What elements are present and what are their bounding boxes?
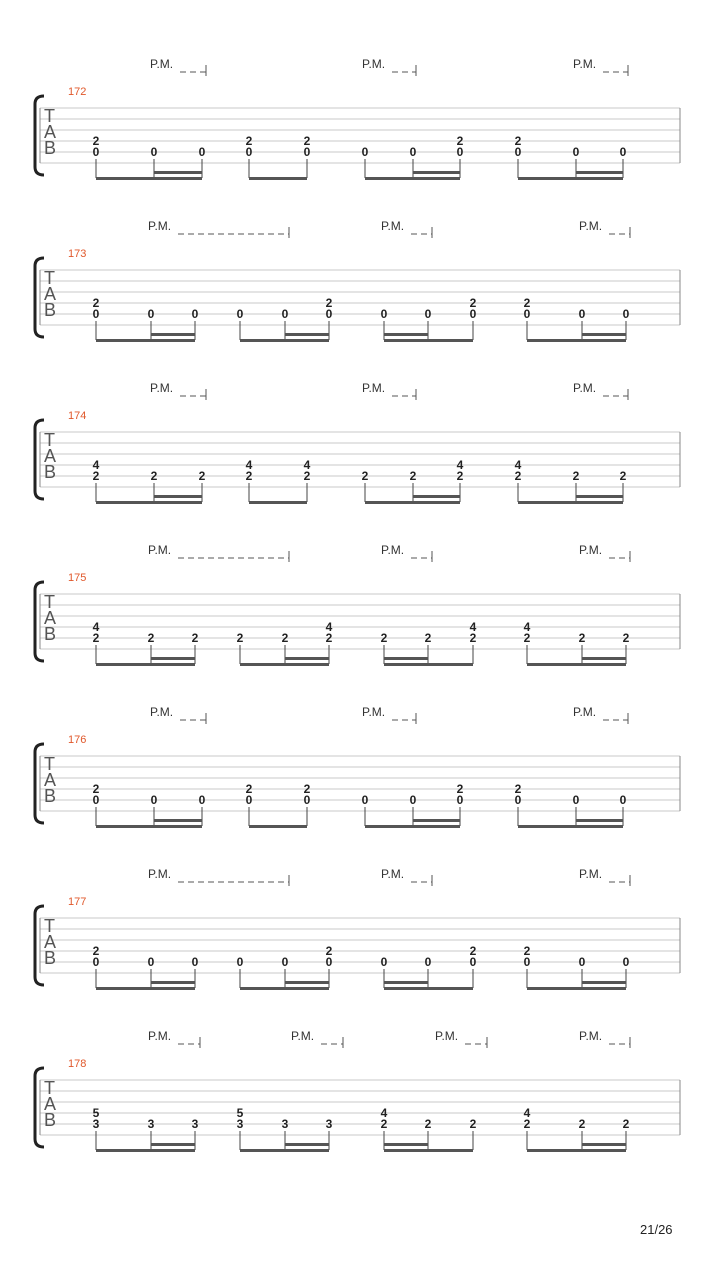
beam-primary [384, 663, 473, 666]
tab-clef-letter: T [44, 1078, 55, 1098]
tab-clef-letter: T [44, 916, 55, 936]
beam-primary [96, 339, 195, 342]
tab-clef-letter: T [44, 430, 55, 450]
palm-mute-label: P.M. [381, 219, 405, 233]
palm-mute-label: P.M. [150, 57, 174, 71]
palm-mute-label: P.M. [148, 219, 172, 233]
fret-number: 0 [361, 145, 369, 159]
tab-clef-letter: B [44, 786, 57, 806]
palm-mute-label: P.M. [148, 543, 172, 557]
beam-secondary [154, 171, 202, 174]
beam-primary [249, 825, 307, 828]
beam-primary [249, 177, 307, 180]
fret-number: 4 [92, 620, 100, 634]
fret-number: 0 [281, 307, 289, 321]
fret-number: 0 [191, 307, 199, 321]
beam-secondary [154, 819, 202, 822]
beam-secondary [285, 1143, 329, 1146]
fret-number: 2 [303, 469, 311, 483]
fret-number: 5 [92, 1106, 100, 1120]
system-175 [35, 543, 680, 666]
measure-number: 174 [68, 410, 87, 422]
fret-number: 3 [236, 1117, 244, 1131]
beam-primary [96, 987, 195, 990]
fret-number: 0 [150, 145, 158, 159]
beam-secondary [384, 981, 428, 984]
fret-number: 0 [325, 307, 333, 321]
fret-number: 0 [198, 793, 206, 807]
fret-number: 0 [245, 145, 253, 159]
fret-number: 3 [281, 1117, 289, 1131]
system-172 [35, 57, 680, 180]
fret-number: 0 [236, 307, 244, 321]
fret-number: 4 [380, 1106, 388, 1120]
fret-number: 3 [147, 1117, 155, 1131]
beam-secondary [151, 1143, 195, 1146]
fret-number: 0 [469, 307, 477, 321]
beam-primary [527, 663, 626, 666]
palm-mute-label: P.M. [148, 867, 172, 881]
measure-number: 172 [68, 86, 87, 98]
fret-number: 0 [150, 793, 158, 807]
fret-number: 0 [409, 145, 417, 159]
fret-number: 0 [92, 307, 100, 321]
fret-number: 0 [92, 955, 100, 969]
tab-clef-letter: A [44, 122, 57, 142]
palm-mute-label: P.M. [148, 1029, 172, 1043]
tab-clef-letter: B [44, 462, 57, 482]
fret-number: 0 [92, 793, 100, 807]
fret-number: 0 [236, 955, 244, 969]
fret-number: 2 [147, 631, 155, 645]
fret-number: 0 [198, 145, 206, 159]
beam-secondary [413, 171, 460, 174]
fret-number: 2 [469, 944, 477, 958]
beam-secondary [154, 495, 202, 498]
fret-number: 0 [456, 145, 464, 159]
tab-clef-letter: T [44, 592, 55, 612]
fret-number: 2 [578, 631, 586, 645]
tab-clef-letter: B [44, 1110, 57, 1130]
palm-mute-label: P.M. [362, 705, 386, 719]
beam-primary [527, 339, 626, 342]
fret-number: 2 [514, 782, 522, 796]
beam-primary [365, 501, 460, 504]
beam-primary [96, 1149, 195, 1152]
measure-number: 173 [68, 248, 87, 260]
palm-mute-label: P.M. [573, 705, 597, 719]
beam-secondary [582, 657, 626, 660]
fret-number: 0 [619, 793, 627, 807]
system-176 [35, 705, 680, 828]
fret-number: 0 [523, 307, 531, 321]
palm-mute-label: P.M. [381, 867, 405, 881]
palm-mute-label: P.M. [573, 381, 597, 395]
fret-number: 2 [424, 1117, 432, 1131]
beam-primary [527, 987, 626, 990]
fret-number: 2 [303, 134, 311, 148]
measure-number: 176 [68, 734, 87, 746]
fret-number: 0 [361, 793, 369, 807]
palm-mute-label: P.M. [579, 543, 603, 557]
fret-number: 0 [578, 307, 586, 321]
beam-primary [96, 663, 195, 666]
fret-number: 0 [523, 955, 531, 969]
beam-primary [240, 1149, 329, 1152]
fret-number: 0 [619, 145, 627, 159]
fret-number: 0 [578, 955, 586, 969]
beam-secondary [285, 981, 329, 984]
beam-primary [518, 177, 623, 180]
fret-number: 2 [456, 469, 464, 483]
tab-clef-letter: T [44, 754, 55, 774]
tab-clef-letter: A [44, 608, 57, 628]
fret-number: 0 [572, 793, 580, 807]
fret-number: 2 [523, 1117, 531, 1131]
beam-primary [384, 987, 473, 990]
beam-primary [384, 339, 473, 342]
fret-number: 0 [325, 955, 333, 969]
system-174 [35, 381, 680, 504]
beam-primary [527, 1149, 626, 1152]
beam-secondary [576, 495, 623, 498]
measure-number: 175 [68, 572, 87, 584]
fret-number: 2 [469, 631, 477, 645]
fret-number: 4 [92, 458, 100, 472]
fret-number: 0 [409, 793, 417, 807]
fret-number: 2 [92, 782, 100, 796]
fret-number: 4 [469, 620, 477, 634]
beam-primary [240, 339, 329, 342]
palm-mute-label: P.M. [362, 381, 386, 395]
fret-number: 4 [325, 620, 333, 634]
palm-mute-label: P.M. [579, 867, 603, 881]
tab-clef-letter: T [44, 268, 55, 288]
fret-number: 2 [245, 134, 253, 148]
palm-mute-label: P.M. [381, 543, 405, 557]
palm-mute-label: P.M. [150, 381, 174, 395]
fret-number: 2 [619, 469, 627, 483]
beam-secondary [582, 981, 626, 984]
fret-number: 0 [622, 307, 630, 321]
fret-number: 0 [147, 307, 155, 321]
beam-secondary [384, 333, 428, 336]
fret-number: 4 [245, 458, 253, 472]
fret-number: 2 [578, 1117, 586, 1131]
fret-number: 0 [380, 955, 388, 969]
fret-number: 2 [150, 469, 158, 483]
beam-primary [240, 987, 329, 990]
beam-secondary [384, 657, 428, 660]
fret-number: 2 [236, 631, 244, 645]
palm-mute-label: P.M. [291, 1029, 315, 1043]
fret-number: 0 [622, 955, 630, 969]
fret-number: 0 [245, 793, 253, 807]
beam-primary [96, 825, 202, 828]
fret-number: 2 [622, 1117, 630, 1131]
fret-number: 2 [245, 782, 253, 796]
fret-number: 0 [281, 955, 289, 969]
fret-number: 2 [325, 296, 333, 310]
tab-clef-letter: A [44, 932, 57, 952]
beam-secondary [285, 333, 329, 336]
fret-number: 2 [361, 469, 369, 483]
fret-number: 2 [523, 631, 531, 645]
tab-clef-letter: A [44, 1094, 57, 1114]
tab-clef-letter: B [44, 138, 57, 158]
fret-number: 4 [303, 458, 311, 472]
beam-primary [384, 1149, 473, 1152]
beam-secondary [576, 819, 623, 822]
beam-primary [96, 177, 202, 180]
fret-number: 2 [92, 296, 100, 310]
beam-secondary [576, 171, 623, 174]
fret-number: 2 [245, 469, 253, 483]
beam-primary [96, 501, 202, 504]
palm-mute-label: P.M. [150, 705, 174, 719]
fret-number: 0 [514, 793, 522, 807]
fret-number: 2 [380, 631, 388, 645]
fret-number: 2 [456, 782, 464, 796]
beam-secondary [384, 1143, 428, 1146]
fret-number: 3 [191, 1117, 199, 1131]
fret-number: 3 [92, 1117, 100, 1131]
fret-number: 4 [456, 458, 464, 472]
fret-number: 0 [424, 955, 432, 969]
fret-number: 2 [523, 944, 531, 958]
fret-number: 2 [303, 782, 311, 796]
palm-mute-label: P.M. [573, 57, 597, 71]
beam-secondary [413, 495, 460, 498]
fret-number: 2 [572, 469, 580, 483]
fret-number: 2 [92, 944, 100, 958]
fret-number: 0 [147, 955, 155, 969]
fret-number: 0 [303, 793, 311, 807]
beam-secondary [413, 819, 460, 822]
fret-number: 2 [409, 469, 417, 483]
fret-number: 0 [572, 145, 580, 159]
fret-number: 2 [622, 631, 630, 645]
fret-number: 0 [92, 145, 100, 159]
fret-number: 0 [424, 307, 432, 321]
fret-number: 2 [469, 296, 477, 310]
beam-primary [365, 177, 460, 180]
page-number: 21/26 [640, 1222, 673, 1237]
beam-primary [518, 825, 623, 828]
fret-number: 2 [325, 944, 333, 958]
fret-number: 0 [469, 955, 477, 969]
fret-number: 2 [92, 134, 100, 148]
beam-secondary [151, 657, 195, 660]
fret-number: 0 [456, 793, 464, 807]
beam-primary [365, 825, 460, 828]
beam-primary [518, 501, 623, 504]
system-178 [35, 1029, 680, 1152]
fret-number: 2 [523, 296, 531, 310]
tab-clef-letter: A [44, 284, 57, 304]
fret-number: 5 [236, 1106, 244, 1120]
palm-mute-label: P.M. [579, 219, 603, 233]
fret-number: 2 [92, 631, 100, 645]
beam-primary [249, 501, 307, 504]
fret-number: 2 [456, 134, 464, 148]
tab-clef-letter: B [44, 948, 57, 968]
fret-number: 2 [281, 631, 289, 645]
fret-number: 2 [380, 1117, 388, 1131]
fret-number: 0 [191, 955, 199, 969]
fret-number: 4 [523, 620, 531, 634]
tab-clef-letter: T [44, 106, 55, 126]
system-173 [35, 219, 680, 342]
fret-number: 2 [469, 1117, 477, 1131]
tab-clef-letter: A [44, 446, 57, 466]
tab-clef-letter: A [44, 770, 57, 790]
fret-number: 2 [514, 469, 522, 483]
measure-number: 177 [68, 896, 87, 908]
palm-mute-label: P.M. [435, 1029, 459, 1043]
tab-clef-letter: B [44, 300, 57, 320]
fret-number: 0 [514, 145, 522, 159]
system-177 [35, 867, 680, 990]
beam-secondary [582, 333, 626, 336]
fret-number: 0 [380, 307, 388, 321]
beam-secondary [151, 333, 195, 336]
palm-mute-label: P.M. [362, 57, 386, 71]
beam-primary [240, 663, 329, 666]
fret-number: 0 [303, 145, 311, 159]
fret-number: 4 [523, 1106, 531, 1120]
fret-number: 2 [514, 134, 522, 148]
beam-secondary [285, 657, 329, 660]
fret-number: 2 [191, 631, 199, 645]
fret-number: 3 [325, 1117, 333, 1131]
fret-number: 4 [514, 458, 522, 472]
measure-number: 178 [68, 1058, 87, 1070]
beam-secondary [582, 1143, 626, 1146]
fret-number: 2 [198, 469, 206, 483]
fret-number: 2 [325, 631, 333, 645]
beam-secondary [151, 981, 195, 984]
fret-number: 2 [92, 469, 100, 483]
fret-number: 2 [424, 631, 432, 645]
tab-clef-letter: B [44, 624, 57, 644]
palm-mute-label: P.M. [579, 1029, 603, 1043]
